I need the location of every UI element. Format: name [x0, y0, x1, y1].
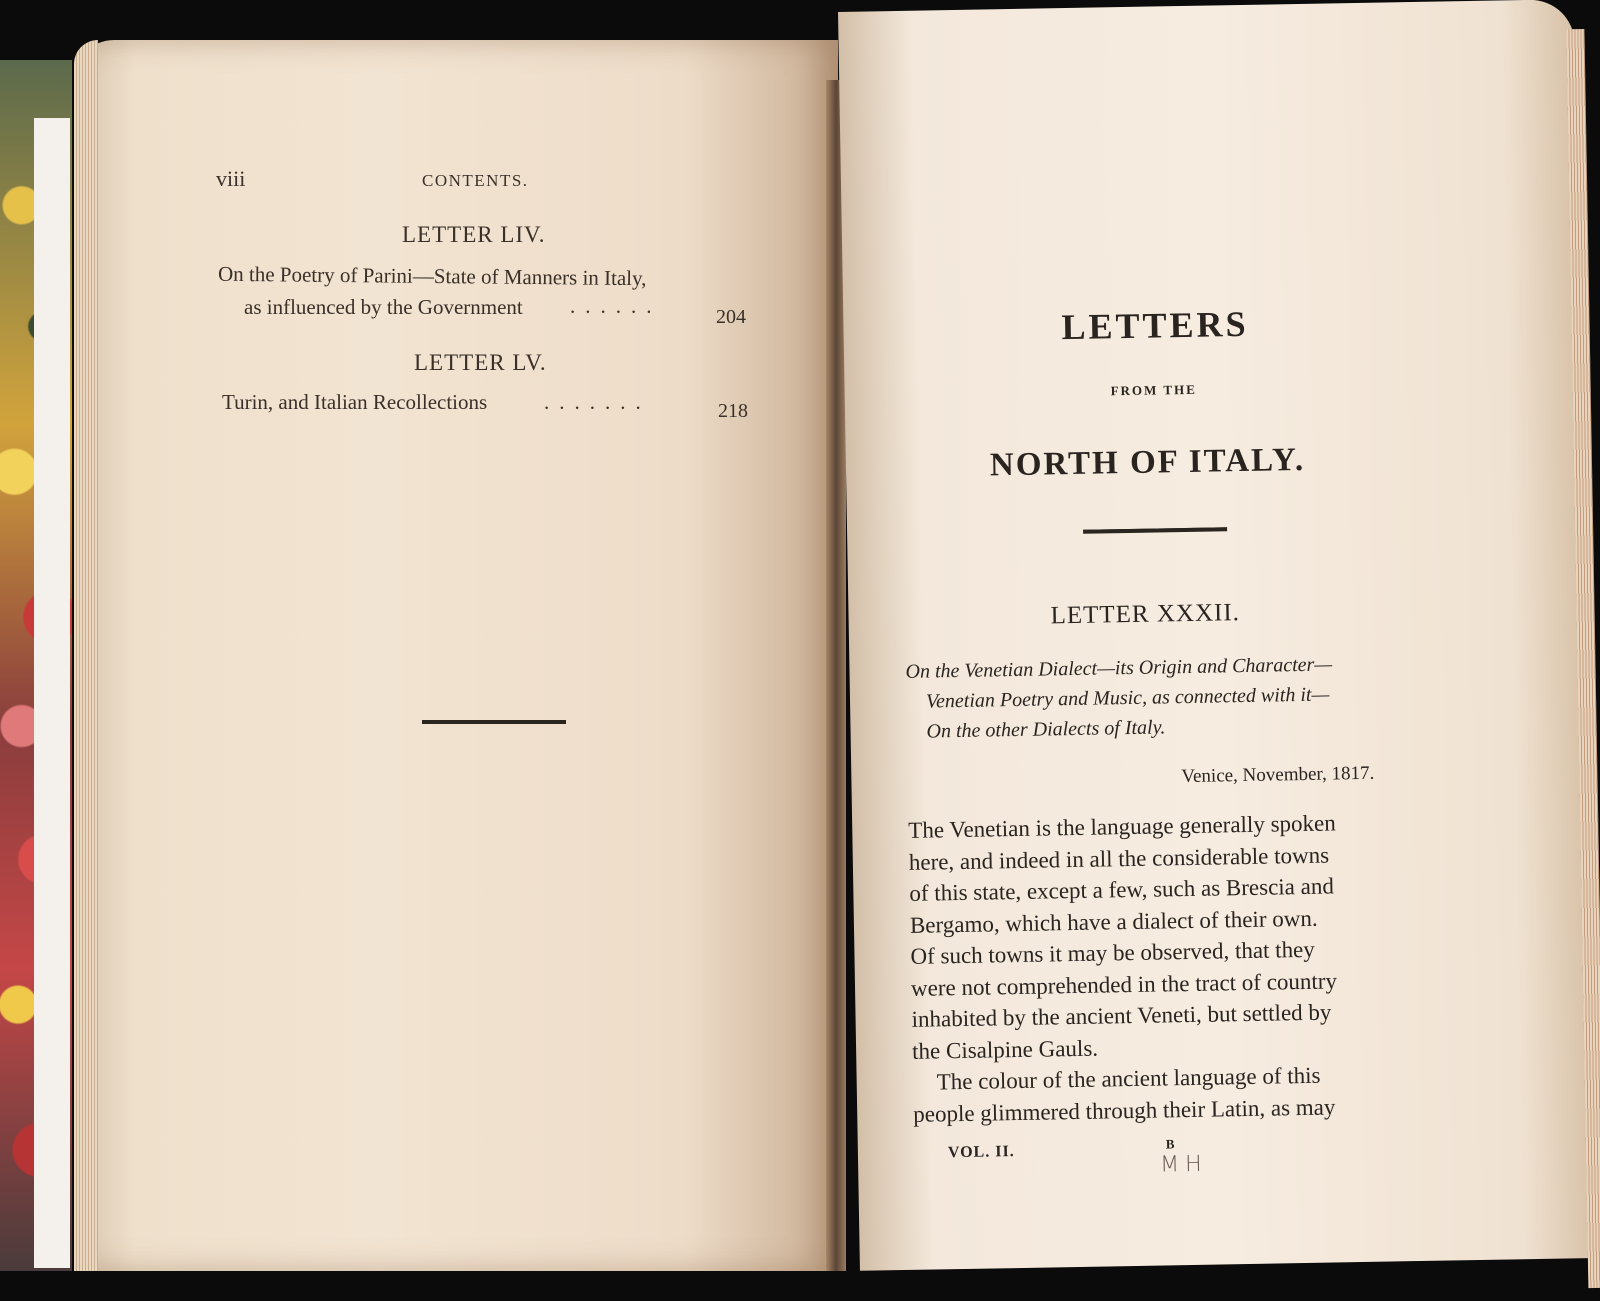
body-line-7: inhabited by the ancient Veneti, but settled by: [911, 999, 1332, 1032]
letter-lv-line1: Turin, and Italian Recollections: [222, 390, 488, 414]
body-line-5: Of such towns it may be observed, that they: [910, 936, 1315, 969]
summary-line-1: On the Venetian Dialect—its Origin and Character—: [905, 653, 1333, 683]
signature-mark: B: [1165, 1136, 1175, 1152]
letter-liv-line2: as influenced by the Government: [244, 295, 523, 319]
letter-lv-leader: .......: [544, 390, 651, 414]
end-rule: [422, 720, 566, 724]
title-rule: [1083, 527, 1227, 534]
letter-liv-page: 204: [716, 306, 746, 328]
volume-footer: VOL. II.: [947, 1143, 1015, 1162]
running-head-title: CONTENTS.: [422, 171, 529, 190]
body-line-3: of this state, except a few, such as Brescia and: [909, 873, 1335, 906]
body-line-6: were not comprehended in the tract of country: [910, 967, 1338, 1001]
title-north-of-italy: NORTH OF ITALY.: [989, 441, 1306, 484]
summary-line-2: Venetian Poetry and Music, as connected with it—: [925, 683, 1330, 713]
letter-liv-leader: ......: [570, 294, 662, 318]
dateline: Venice, November, 1817.: [1181, 762, 1375, 788]
body-line-1: The Venetian is the language generally spoken: [908, 810, 1336, 843]
left-page: [74, 40, 838, 1271]
body-text: [908, 806, 1433, 1130]
right-page-fore-edge: [1566, 29, 1600, 1288]
title-from-the: FROM THE: [1110, 381, 1197, 399]
body-line-4: Bergamo, which have a dialect of their own.: [909, 905, 1318, 938]
letter-liv-heading: LETTER LIV.: [402, 222, 546, 247]
handwritten-initials: MH: [1159, 1151, 1208, 1178]
letter-lv-heading: LETTER LV.: [414, 350, 547, 375]
letter-xxxii-heading: LETTER XXXII.: [1050, 599, 1241, 630]
left-page-fore-edge: [74, 40, 98, 1271]
summary-line-3: On the other Dialects of Italy.: [926, 716, 1166, 743]
body-line-2: here, and indeed in all the considerable towns: [908, 842, 1330, 875]
folio-number: viii: [216, 166, 246, 191]
body-line-9: The colour of the ancient language of this: [936, 1062, 1321, 1095]
title-letters: LETTERS: [1061, 303, 1249, 348]
right-page: [838, 0, 1596, 1271]
flyleaf-edge: [34, 118, 70, 1268]
body-line-10: people glimmered through their Latin, as may: [913, 1093, 1336, 1127]
letter-liv-line1: On the Poetry of Parini—State of Manners in Italy,: [217, 261, 647, 291]
letter-lv-page: 218: [718, 400, 748, 422]
body-line-8: the Cisalpine Gauls.: [911, 1035, 1099, 1064]
